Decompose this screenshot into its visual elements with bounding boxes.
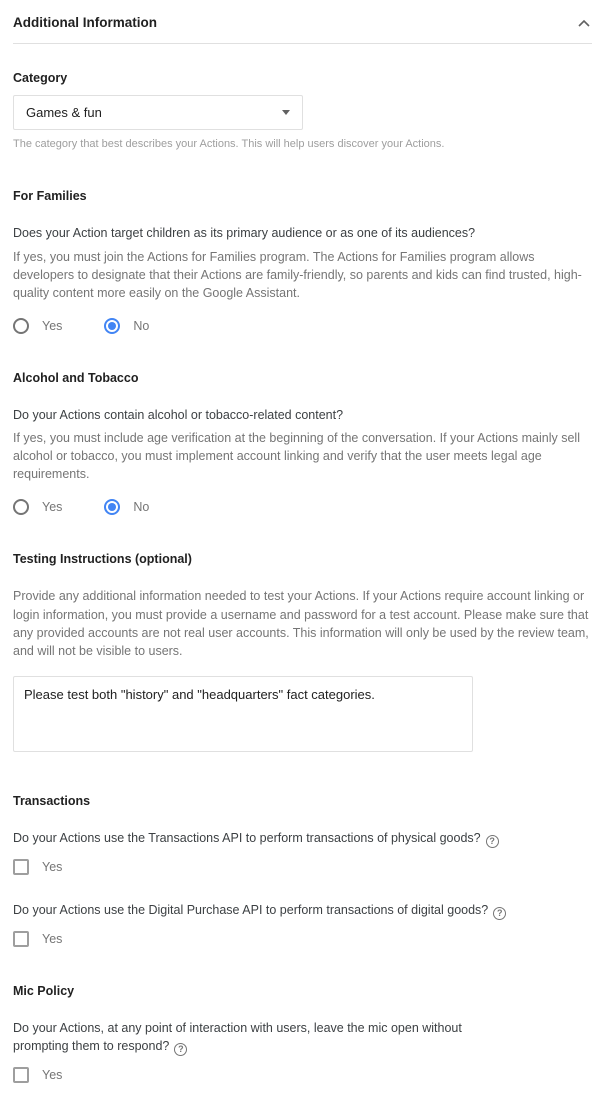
caret-down-icon	[282, 110, 290, 115]
checkbox-label: Yes	[42, 1068, 63, 1083]
question-text: Do your Actions, at any point of interaction with users, leave the mic open without prompting them to respond?	[13, 1020, 462, 1054]
alcohol-tobacco-section	[13, 371, 592, 516]
alcohol-tobacco-radio-no[interactable]	[104, 499, 149, 515]
for-families-section	[13, 189, 592, 334]
help-icon[interactable]: ?	[493, 907, 506, 920]
mic-policy-checkbox[interactable]	[13, 1067, 592, 1083]
for-families-radio-yes[interactable]	[13, 318, 62, 334]
question-text: Do your Actions use the Digital Purchase API to perform transactions of digital goods?	[13, 902, 489, 917]
category-helper-text: The category that best describes your Actions. This will help users discover your Actions.	[13, 138, 445, 150]
checkbox-icon	[13, 931, 29, 947]
category-label: Category	[13, 71, 68, 85]
for-families-title: For Families	[13, 189, 87, 204]
category-section	[13, 71, 592, 152]
alcohol-tobacco-title: Alcohol and Tobacco	[13, 370, 139, 385]
radio-icon	[13, 318, 29, 334]
checkbox-icon	[13, 1067, 29, 1083]
radio-label: Yes	[42, 500, 63, 515]
testing-instructions-section	[13, 552, 592, 757]
transactions-section	[13, 794, 592, 947]
transactions-question-digital	[13, 901, 592, 920]
radio-icon	[104, 499, 120, 515]
panel-title: Additional Information	[13, 15, 157, 30]
radio-icon	[13, 499, 29, 515]
mic-policy-question	[13, 1019, 465, 1056]
category-selected-value: Games & fun	[26, 105, 102, 120]
alcohol-tobacco-radio-group	[13, 499, 592, 515]
testing-instructions-input[interactable]	[13, 676, 473, 752]
category-select[interactable]	[13, 95, 303, 130]
radio-label: Yes	[42, 318, 63, 333]
alcohol-tobacco-radio-yes[interactable]	[13, 499, 62, 515]
checkbox-label: Yes	[42, 859, 63, 874]
chevron-up-icon	[578, 15, 590, 30]
testing-instructions-description: Provide any additional information needed to test your Actions. If your Actions require account linking or login information, you must provide a username and password for a test account. Please make sure that any provided accounts are not real user accounts. This information will only be used by the review team, and will not be visible to users.	[13, 589, 589, 658]
panel-header	[13, 0, 592, 44]
bottom-spacer	[13, 1083, 592, 1107]
help-icon[interactable]: ?	[174, 1043, 187, 1056]
alcohol-tobacco-question: Do your Actions contain alcohol or tobacco-related content?	[13, 407, 344, 422]
for-families-description: If yes, you must join the Actions for Families program. The Actions for Families program allows developers to designate that their Actions are family-friendly, so parents and kids can find trusted, high-quality content more easily on the Google Assistant.	[13, 249, 582, 300]
mic-policy-section	[13, 984, 592, 1083]
checkbox-icon	[13, 859, 29, 875]
testing-instructions-title: Testing Instructions (optional)	[13, 552, 192, 567]
question-text: Do your Actions use the Transactions API to perform transactions of physical goods?	[13, 830, 481, 845]
alcohol-tobacco-description: If yes, you must include age verification at the beginning of the conversation. If your Actions mainly sell alcohol or tobacco, you must implement account linking and verify that the user meets legal age requirements.	[13, 431, 580, 482]
collapse-button[interactable]	[576, 17, 592, 29]
for-families-question: Does your Action target children as its primary audience or as one of its audiences?	[13, 226, 476, 241]
radio-label: No	[133, 500, 150, 515]
checkbox-label: Yes	[42, 931, 63, 946]
radio-icon	[104, 318, 120, 334]
transactions-digital-checkbox[interactable]	[13, 931, 592, 947]
transactions-physical-checkbox[interactable]	[13, 859, 592, 875]
transactions-title: Transactions	[13, 793, 91, 808]
for-families-radio-group	[13, 318, 592, 334]
help-icon[interactable]: ?	[486, 835, 499, 848]
radio-label: No	[133, 318, 150, 333]
mic-policy-title: Mic Policy	[13, 983, 75, 998]
transactions-question-physical	[13, 829, 592, 848]
for-families-radio-no[interactable]	[104, 318, 149, 334]
